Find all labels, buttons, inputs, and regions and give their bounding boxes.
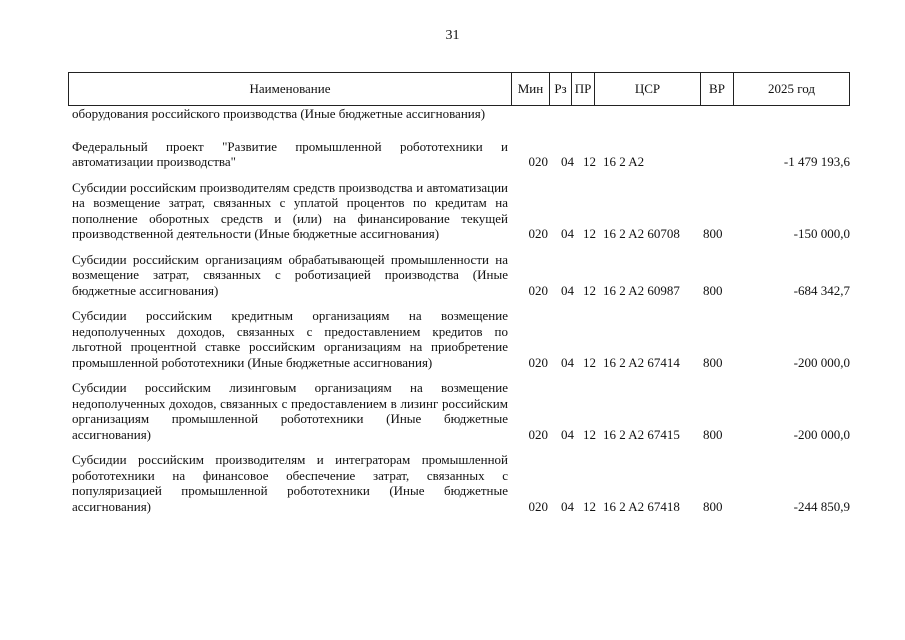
header-rz: Рз <box>549 73 571 105</box>
row-pr: 12 <box>583 426 596 442</box>
row-csr: 16 2 A2 67418 <box>603 498 680 514</box>
row-pr: 12 <box>583 226 596 241</box>
row-pr: 12 <box>583 282 596 298</box>
table-row <box>72 452 850 514</box>
row-csr: 16 2 A2 <box>603 154 645 169</box>
row-name: Субсидии российским производителям и интеграторам промышленной робототехники на финансовое обеспечение затрат, связанных с популяризацией промышленной робототехники (Иные бюджетные ассигнования) <box>72 452 508 514</box>
row-name: Субсидии российским лизинговым организациям на возмещение недополученных доходов, связанных с предоставлением в лизинг российским организациям промышленной робототехники (Иные бюджетные ассигнования) <box>72 380 508 442</box>
row-min: 020 <box>528 498 548 514</box>
row-csr: 16 2 A2 67414 <box>603 354 680 370</box>
row-csr: 16 2 A2 60708 <box>603 226 680 241</box>
row-name: Субсидии российским кредитным организациям на возмещение недополученных доходов, связанных с предоставлением кредитов по льготной процентной ставке российским организациям на приобретение промышленной робототехники (Иные бюджетные ассигнования) <box>72 308 508 370</box>
row-rz: 04 <box>561 354 574 370</box>
row-pr: 12 <box>583 154 596 169</box>
row-amount: -200 000,0 <box>793 354 850 370</box>
row-vr: 800 <box>703 282 723 298</box>
row-name: Субсидии российским организациям обрабатывающей промышленности на возмещение затрат, связанных с роботизацией производства (Иные бюджетные ассигнования) <box>72 251 508 298</box>
table-row <box>72 252 850 299</box>
row-csr: 16 2 A2 67415 <box>603 426 680 442</box>
row-amount: -244 850,9 <box>793 498 850 514</box>
row-amount: -200 000,0 <box>793 426 850 442</box>
table-header <box>68 72 850 106</box>
row-amount: -150 000,0 <box>793 226 850 241</box>
row-rz: 04 <box>561 282 574 298</box>
header-csr: ЦСР <box>594 73 700 105</box>
row-rz: 04 <box>561 426 574 442</box>
table-row <box>72 106 850 122</box>
row-amount: -1 479 193,6 <box>783 154 850 169</box>
header-pr: ПР <box>571 73 594 105</box>
row-vr: 800 <box>703 426 723 442</box>
table-row <box>72 308 850 370</box>
header-year: 2025 год <box>733 73 849 105</box>
row-rz: 04 <box>561 154 574 169</box>
table-row <box>72 139 850 170</box>
row-name: оборудования российского производства (Иные бюджетные ассигнования) <box>72 106 486 121</box>
row-name: Федеральный проект "Развитие промышленной робототехники и автоматизации производства" <box>72 138 508 169</box>
row-vr: 800 <box>703 498 723 514</box>
row-min: 020 <box>528 226 548 241</box>
row-amount: -684 342,7 <box>793 282 850 298</box>
row-min: 020 <box>528 282 548 298</box>
row-name: Субсидии российским производителям средств производства и автоматизации на возмещение затрат, связанных с уплатой процентов по кредитам на пополнение оборотных средств и (или) на финансирование текущей производственной деятельности (Иные бюджетные ассигнования) <box>72 179 508 241</box>
header-name: Наименование <box>249 81 331 96</box>
row-rz: 04 <box>561 226 574 241</box>
row-min: 020 <box>528 354 548 370</box>
row-min: 020 <box>528 426 548 442</box>
header-vr: ВР <box>700 73 733 105</box>
row-vr: 800 <box>703 354 723 370</box>
table-body <box>72 106 850 524</box>
row-vr: 800 <box>703 226 723 241</box>
header-min: Мин <box>511 73 549 105</box>
row-pr: 12 <box>583 354 596 370</box>
table-row <box>72 180 850 242</box>
table-row <box>72 380 850 442</box>
row-pr: 12 <box>583 498 596 514</box>
row-csr: 16 2 A2 60987 <box>603 282 680 298</box>
page-number: 31 <box>445 28 460 43</box>
row-min: 020 <box>528 154 548 169</box>
row-rz: 04 <box>561 498 574 514</box>
